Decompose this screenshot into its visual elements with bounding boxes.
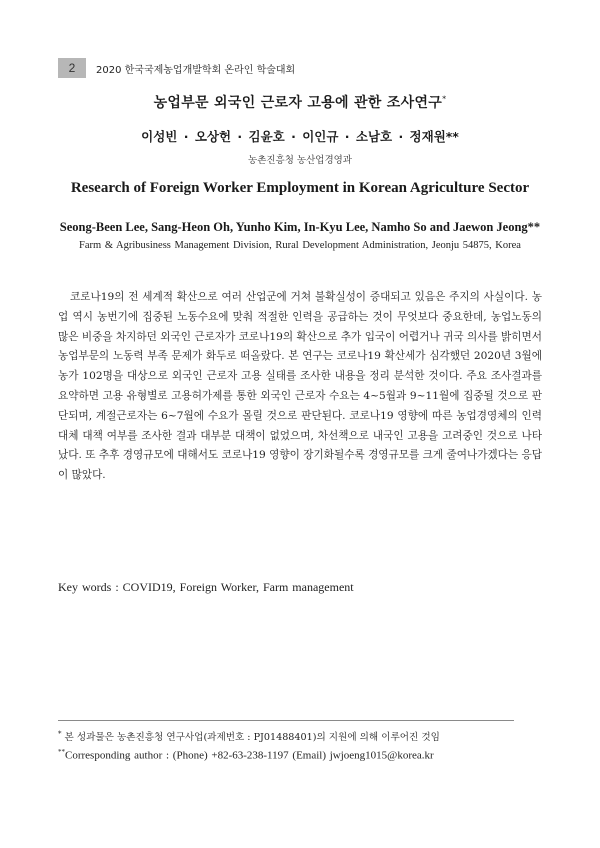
korean-title <box>0 92 600 112</box>
page-number: 2 <box>58 58 86 78</box>
footnote-corresponding <box>58 748 434 762</box>
abstract-paragraph: 코로나19의 전 세계적 확산으로 여러 산업군에 거쳐 불확실성이 증대되고 있음은 주지의 사실이다. 농업 역시 농번기에 집중된 노동수요에 맞춰 적절한 인력을 공급하는 것이 무엇보다 중요한데, 농업노동의 많은 비중을 차지하던 외국인 근로자가 코로나19의 확산으로 추가 입국이 어렵거나 귀국 의사를 밝히면서 농업부문의 노동력 부족 문제가 화두로 떠올랐다. 본 연구는 코로나19 확산세가 심각했던 2020년 3월에 농가 102명을 대상으로 외국인 근로자 고용 실태를 조사한 내용을 정리 분석한 것이다. 주요 조사결과를 요약하면 고용 유형별로 고용허가제를 통한 외국인 근로자 수요는 4~5월과 9~11월에 집중될 것으로 판단되며, 계절근로자는 6~7월에 수요가 몰릴 것으로 판단된다. 코로나19 영향에 따른 농업경영체의 인력대체 대책 여부를 조사한 결과 대부분 대책이 없었으며, 차선책으로 내국인 고용을 고려중인 것으로 나타났다. 또 추후 경영규모에 대해서도 코로나19 영향이 장기화될수록 경영규모를 크게 줄여나가겠다는 응답이 많았다. <box>58 291 542 482</box>
korean-title-text: 농업부문 외국인 근로자 고용에 관한 조사연구 <box>153 95 443 111</box>
footnote-funding <box>58 729 440 743</box>
footnote-divider <box>58 720 514 721</box>
korean-authors: 이성빈 · 오상헌 · 김윤호 · 이인규 · 소남호 · 정재원** <box>141 129 459 144</box>
footnote-funding-text: 본 성과물은 농촌진흥청 연구사업(과제번호 : PJ01488401)의 지원에 의해 이루어진 것임 <box>61 732 440 743</box>
english-affiliation: Farm & Agribusiness Management Division, Rural Development Administration, Jeonju 54875, Korea <box>79 240 521 251</box>
title-footnote-mark: * <box>442 94 447 104</box>
english-authors: Seong-Been Lee, Sang-Heon Oh, Yunho Kim, In-Kyu Lee, Namho So and Jaewon Jeong** <box>59 220 541 234</box>
footnote-corresponding-mark: ** <box>58 748 65 756</box>
page-header <box>58 58 295 78</box>
footnote-funding-mark: * <box>58 729 62 738</box>
keywords: Key words : COVID19, Foreign Worker, Farm management <box>58 580 354 594</box>
korean-affiliation: 농촌진흥청 농산업경영과 <box>248 155 352 166</box>
english-title: Research of Foreign Worker Employment in Korean Agriculture Sector <box>70 180 530 196</box>
conference-name: 2020 한국국제농업개발학회 온라인 학술대회 <box>96 64 296 76</box>
footnote-corresponding-text: Corresponding author : (Phone) +82-63-238-1197 (Email) jwjoeng1015@korea.kr <box>65 749 434 762</box>
